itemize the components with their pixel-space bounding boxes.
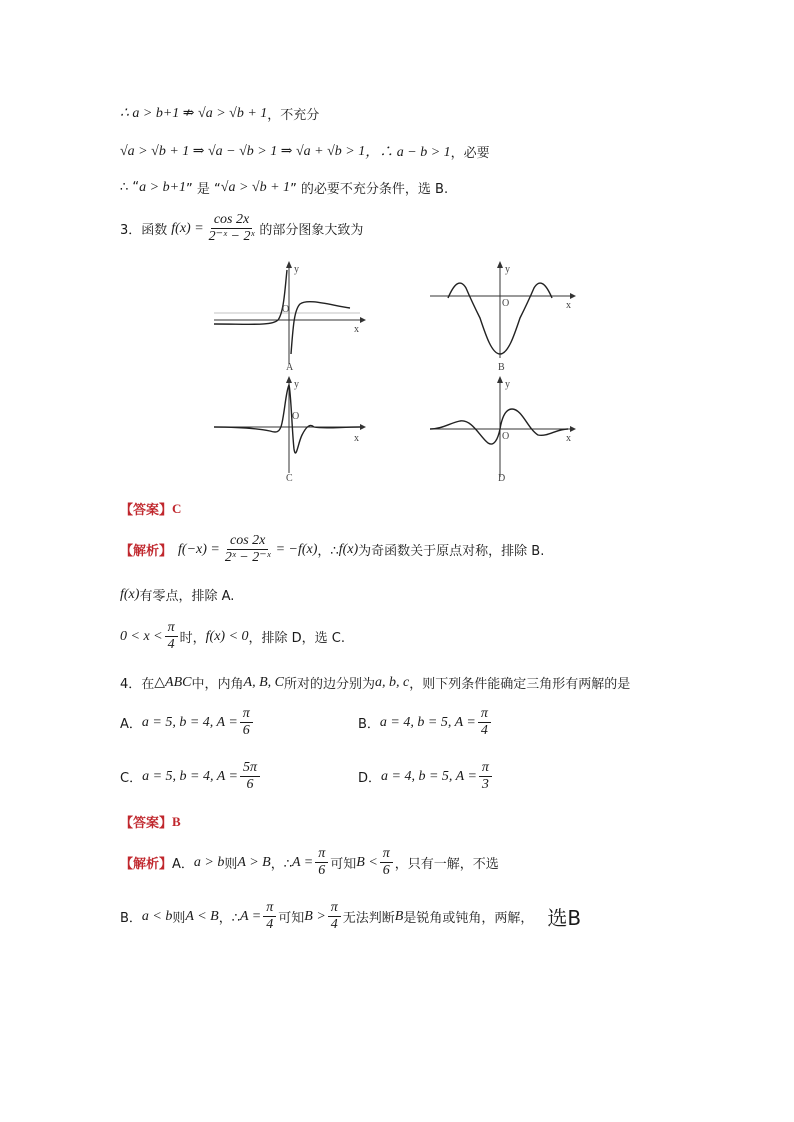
- option-label: B．: [120, 911, 142, 926]
- math-expr: A, B, C: [243, 674, 284, 690]
- math-expr: f(x): [338, 541, 359, 557]
- math-expr: A > B: [237, 854, 271, 870]
- proof-line-2: [120, 141, 490, 161]
- numerator: π: [263, 900, 276, 917]
- fraction: [206, 212, 258, 245]
- text: 是锐角或钝角，两解，: [403, 911, 534, 926]
- denominator: 3: [481, 777, 489, 792]
- denominator: 4: [480, 723, 488, 738]
- math-expr: √a > √b + 1: [220, 179, 291, 195]
- axis-y-label: y: [505, 264, 510, 275]
- origin-label: O: [502, 298, 510, 309]
- option-label: D．: [358, 771, 382, 786]
- math-expr: f(x) < 0: [205, 628, 249, 644]
- math-expr: a = 5, b = 4, A =: [142, 768, 238, 784]
- text: ∴ “: [120, 180, 140, 195]
- numerator: cos 2x: [211, 212, 252, 229]
- fraction: [478, 706, 491, 739]
- q4-analysis-a: [120, 846, 499, 879]
- denominator: 6: [242, 723, 250, 738]
- q4-option-a: [120, 706, 255, 739]
- text: 则: [224, 857, 238, 872]
- graph-label: B: [498, 362, 505, 373]
- axis-x-label: x: [354, 324, 359, 335]
- math-expr: a = 4, b = 5, A =: [379, 714, 476, 730]
- axis-y-label: y: [294, 264, 299, 275]
- numerator: π: [315, 846, 328, 863]
- fraction: [315, 846, 328, 879]
- text: 中，内角: [191, 677, 244, 692]
- math-expr: f(−x) =: [178, 541, 220, 557]
- option-label: C．: [120, 771, 143, 786]
- denominator: 6: [246, 777, 254, 792]
- origin-label: O: [292, 411, 300, 422]
- q4-answer: [120, 812, 181, 831]
- q4-analysis-b: [120, 900, 581, 933]
- denominator: 4: [330, 917, 338, 932]
- text: ，不充分: [267, 108, 320, 123]
- fraction: [328, 900, 341, 933]
- text: ” 是 “: [186, 182, 221, 197]
- numerator: π: [479, 760, 492, 777]
- text: 则: [172, 911, 186, 926]
- numerator: π: [380, 846, 393, 863]
- axis-y-label: y: [505, 379, 510, 390]
- answer-tag: 【答案】: [120, 816, 173, 831]
- q3-answer: [120, 499, 181, 518]
- text: ，排除 D，选 C.: [248, 631, 346, 646]
- text: ” 的必要不充分条件，选 B.: [290, 182, 449, 197]
- math-expr: a > b: [193, 854, 225, 870]
- text: ，则下列条件能确定三角形有两解的是: [409, 677, 631, 692]
- math-expr: B <: [356, 854, 378, 870]
- q3-stem: [120, 212, 363, 245]
- q3-analysis-3: [120, 620, 345, 653]
- numerator: π: [240, 706, 253, 723]
- option-label: A．: [120, 717, 142, 732]
- answer-value: B: [172, 813, 181, 829]
- fraction: [380, 846, 393, 879]
- question-number: 3．函数: [120, 223, 168, 238]
- math-expr: ∴ a > b+1 ⇏ √a > √b + 1: [120, 106, 268, 121]
- fraction: [479, 760, 492, 793]
- text: ，必要: [450, 145, 490, 161]
- math-expr: f(x) =: [171, 220, 204, 236]
- graph-label: A: [286, 362, 294, 373]
- text: 无法判断: [342, 911, 395, 926]
- text: 时，: [179, 631, 206, 646]
- math-expr: a > b+1: [139, 179, 187, 195]
- numerator: cos 2x: [227, 533, 268, 550]
- graph-b: [428, 258, 588, 373]
- text: 为奇函数关于原点对称，排除 B.: [358, 544, 545, 559]
- proof-line-3: [120, 178, 448, 197]
- q4-option-d: [358, 760, 494, 793]
- numerator: 5π: [240, 760, 260, 777]
- option-label: A．: [172, 857, 194, 872]
- analysis-tag: 【解析】: [120, 857, 173, 872]
- fraction: [240, 760, 260, 793]
- fraction: [222, 533, 274, 566]
- graph-label: D: [498, 473, 506, 484]
- text: ，只有一解，不选: [394, 857, 499, 872]
- math-expr: B: [394, 908, 404, 924]
- math-expr: a = 5, b = 4, A =: [141, 714, 238, 730]
- math-expr: ，∴ a − b > 1: [365, 145, 451, 160]
- axis-y-label: y: [294, 379, 299, 390]
- question-number: 4．在: [120, 677, 155, 692]
- numerator: π: [478, 706, 491, 723]
- denominator: 4: [167, 637, 175, 652]
- origin-label: O: [502, 431, 510, 442]
- math-expr: = −f(x): [275, 541, 318, 557]
- q4-option-b: [358, 706, 493, 739]
- graph-d: [428, 373, 588, 485]
- math-expr: a, b, c: [374, 674, 410, 690]
- axis-x-label: x: [566, 433, 571, 444]
- math-expr: A =: [239, 908, 262, 924]
- answer-value: C: [172, 500, 182, 516]
- text: 所对的边分别为: [283, 677, 375, 692]
- graph-label: C: [286, 473, 293, 484]
- numerator: π: [328, 900, 341, 917]
- math-expr: A =: [291, 854, 314, 870]
- text: ，∴: [218, 911, 240, 926]
- text: 可知: [330, 857, 357, 872]
- fraction: [263, 900, 276, 933]
- origin-label: O: [282, 304, 290, 315]
- handwritten-note: 选B: [547, 906, 582, 930]
- math-expr: a = 4, b = 5, A =: [381, 768, 477, 784]
- option-label: B．: [358, 717, 380, 732]
- denominator: 4: [266, 917, 274, 932]
- text: ，∴: [270, 857, 292, 872]
- math-expr: f(x): [120, 586, 140, 602]
- fraction: [165, 620, 178, 653]
- q3-analysis-2: [120, 585, 234, 604]
- math-expr: √a > √b + 1 ⇒ √a − √b > 1 ⇒ √a + √b > 1: [120, 143, 366, 159]
- analysis-tag: 【解析】: [120, 544, 173, 559]
- denominator: 6: [318, 863, 326, 878]
- text: ，∴: [317, 544, 339, 559]
- denominator: 2⁻ˣ − 2ˣ: [208, 229, 255, 244]
- math-expr: 0 < x <: [120, 628, 163, 644]
- axis-x-label: x: [354, 433, 359, 444]
- numerator: π: [165, 620, 178, 637]
- q4-option-c: [120, 760, 262, 793]
- math-expr: A < B: [185, 908, 219, 924]
- graph-c: [210, 373, 370, 485]
- text: 有零点，排除 A.: [139, 589, 235, 604]
- text: 可知: [278, 911, 305, 926]
- answer-tag: 【答案】: [120, 503, 173, 518]
- axis-x-label: x: [566, 300, 571, 311]
- denominator: 6: [382, 863, 390, 878]
- graph-a: [210, 258, 370, 373]
- denominator: 2ˣ − 2⁻ˣ: [224, 550, 271, 565]
- q3-analysis-1: [120, 533, 544, 566]
- fraction: [240, 706, 253, 739]
- math-expr: B >: [304, 908, 326, 924]
- proof-line-1: [120, 104, 319, 123]
- q4-stem: [120, 673, 630, 692]
- text: 的部分图象大致为: [259, 223, 364, 238]
- math-expr: a < b: [141, 908, 173, 924]
- math-expr: △ABC: [154, 675, 192, 690]
